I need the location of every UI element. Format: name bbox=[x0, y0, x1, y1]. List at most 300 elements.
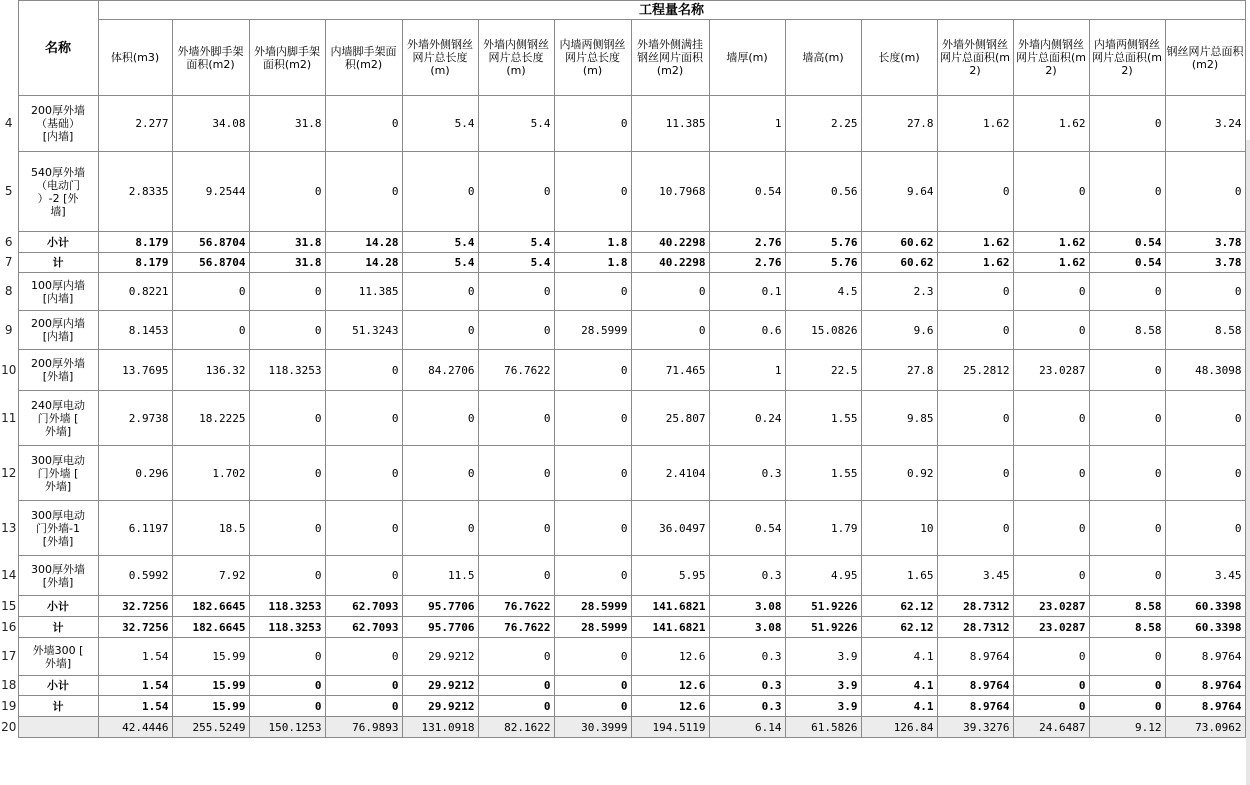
value-cell[interactable]: 0 bbox=[1089, 350, 1165, 391]
row-number[interactable]: 11 bbox=[0, 391, 18, 446]
column-header[interactable]: 墙厚(m) bbox=[709, 20, 785, 96]
value-cell[interactable]: 182.6645 bbox=[172, 596, 249, 617]
column-header[interactable]: 内墙两侧钢丝网片总面积(m2) bbox=[1089, 20, 1165, 96]
row-number[interactable]: 5 bbox=[0, 152, 18, 232]
value-cell[interactable]: 5.4 bbox=[402, 253, 478, 273]
value-cell[interactable]: 14.28 bbox=[325, 232, 402, 253]
value-cell[interactable]: 0 bbox=[478, 696, 554, 717]
value-cell[interactable]: 5.4 bbox=[478, 232, 554, 253]
value-cell[interactable]: 4.1 bbox=[861, 676, 937, 696]
row-name-cell[interactable]: 200厚外墙 [外墙] bbox=[18, 350, 98, 391]
value-cell[interactable]: 0 bbox=[478, 501, 554, 556]
value-cell[interactable]: 8.58 bbox=[1165, 311, 1245, 350]
value-cell[interactable]: 0 bbox=[325, 391, 402, 446]
value-cell[interactable]: 1.54 bbox=[98, 696, 172, 717]
value-cell[interactable]: 56.8704 bbox=[172, 232, 249, 253]
value-cell[interactable]: 28.5999 bbox=[554, 617, 631, 638]
value-cell[interactable]: 0 bbox=[478, 638, 554, 676]
value-cell[interactable]: 0 bbox=[554, 638, 631, 676]
value-cell[interactable]: 0 bbox=[249, 676, 325, 696]
value-cell[interactable]: 1.62 bbox=[1013, 96, 1089, 152]
value-cell[interactable]: 2.76 bbox=[709, 253, 785, 273]
row-number[interactable]: 4 bbox=[0, 96, 18, 152]
value-cell[interactable]: 0.5992 bbox=[98, 556, 172, 596]
value-cell[interactable]: 0 bbox=[1013, 501, 1089, 556]
value-cell[interactable]: 15.0826 bbox=[785, 311, 861, 350]
row-name-cell[interactable]: 200厚内墙 [内墙] bbox=[18, 311, 98, 350]
value-cell[interactable]: 0 bbox=[1089, 676, 1165, 696]
row-name-cell[interactable]: 300厚电动 门外墙 [ 外墙] bbox=[18, 446, 98, 501]
value-cell[interactable]: 12.6 bbox=[631, 676, 709, 696]
value-cell[interactable]: 5.4 bbox=[402, 96, 478, 152]
value-cell[interactable]: 1.65 bbox=[861, 556, 937, 596]
column-header[interactable]: 内墙两侧钢丝网片总长度(m) bbox=[554, 20, 631, 96]
table-row[interactable] bbox=[0, 152, 1245, 232]
value-cell[interactable]: 40.2298 bbox=[631, 253, 709, 273]
value-cell[interactable]: 27.8 bbox=[861, 350, 937, 391]
value-cell[interactable]: 1.702 bbox=[172, 446, 249, 501]
value-cell[interactable]: 10.7968 bbox=[631, 152, 709, 232]
value-cell[interactable]: 23.0287 bbox=[1013, 617, 1089, 638]
value-cell[interactable]: 0 bbox=[554, 501, 631, 556]
value-cell[interactable]: 0 bbox=[325, 638, 402, 676]
value-cell[interactable]: 0 bbox=[325, 676, 402, 696]
table-row[interactable] bbox=[0, 273, 1245, 311]
value-cell[interactable]: 23.0287 bbox=[1013, 596, 1089, 617]
table-row[interactable] bbox=[0, 96, 1245, 152]
value-cell[interactable]: 12.6 bbox=[631, 638, 709, 676]
value-cell[interactable]: 1.62 bbox=[937, 232, 1013, 253]
value-cell[interactable]: 15.99 bbox=[172, 638, 249, 676]
row-name-cell[interactable]: 300厚电动 门外墙-1 [外墙] bbox=[18, 501, 98, 556]
value-cell[interactable]: 0.6 bbox=[709, 311, 785, 350]
value-cell[interactable]: 2.76 bbox=[709, 232, 785, 253]
row-number[interactable]: 18 bbox=[0, 676, 18, 696]
value-cell[interactable]: 29.9212 bbox=[402, 638, 478, 676]
value-cell[interactable]: 8.9764 bbox=[937, 696, 1013, 717]
value-cell[interactable]: 0 bbox=[478, 676, 554, 696]
value-cell[interactable]: 0 bbox=[937, 273, 1013, 311]
value-cell[interactable]: 0 bbox=[1089, 501, 1165, 556]
value-cell[interactable]: 4.5 bbox=[785, 273, 861, 311]
value-cell[interactable]: 71.465 bbox=[631, 350, 709, 391]
value-cell[interactable]: 3.24 bbox=[1165, 96, 1245, 152]
value-cell[interactable]: 9.2544 bbox=[172, 152, 249, 232]
value-cell[interactable]: 3.78 bbox=[1165, 253, 1245, 273]
value-cell[interactable]: 0 bbox=[554, 446, 631, 501]
column-header[interactable]: 外墙内侧钢丝网片总面积(m2) bbox=[1013, 20, 1089, 96]
value-cell[interactable]: 0.54 bbox=[709, 501, 785, 556]
value-cell[interactable]: 8.9764 bbox=[1165, 676, 1245, 696]
row-name-cell[interactable]: 小计 bbox=[18, 232, 98, 253]
value-cell[interactable]: 61.5826 bbox=[785, 717, 861, 738]
column-header[interactable]: 外墙外侧满挂钢丝网片面积(m2) bbox=[631, 20, 709, 96]
value-cell[interactable]: 0 bbox=[1089, 273, 1165, 311]
value-cell[interactable]: 62.7093 bbox=[325, 617, 402, 638]
value-cell[interactable]: 8.9764 bbox=[1165, 638, 1245, 676]
table-row[interactable] bbox=[0, 638, 1245, 676]
row-number[interactable]: 13 bbox=[0, 501, 18, 556]
value-cell[interactable]: 0.3 bbox=[709, 638, 785, 676]
value-cell[interactable]: 118.3253 bbox=[249, 350, 325, 391]
value-cell[interactable]: 0 bbox=[1089, 152, 1165, 232]
value-cell[interactable]: 0 bbox=[1165, 446, 1245, 501]
value-cell[interactable]: 51.9226 bbox=[785, 617, 861, 638]
column-header[interactable]: 体积(m3) bbox=[98, 20, 172, 96]
value-cell[interactable]: 1.8 bbox=[554, 253, 631, 273]
value-cell[interactable]: 0 bbox=[1089, 696, 1165, 717]
value-cell[interactable]: 42.4446 bbox=[98, 717, 172, 738]
value-cell[interactable]: 95.7706 bbox=[402, 596, 478, 617]
value-cell[interactable]: 0 bbox=[1013, 676, 1089, 696]
total-row[interactable] bbox=[0, 617, 1245, 638]
total-row[interactable] bbox=[0, 696, 1245, 717]
value-cell[interactable]: 0 bbox=[937, 501, 1013, 556]
value-cell[interactable]: 1.54 bbox=[98, 676, 172, 696]
row-name-cell[interactable]: 小计 bbox=[18, 676, 98, 696]
value-cell[interactable]: 1.54 bbox=[98, 638, 172, 676]
row-number[interactable]: 16 bbox=[0, 617, 18, 638]
value-cell[interactable]: 6.14 bbox=[709, 717, 785, 738]
value-cell[interactable]: 76.7622 bbox=[478, 350, 554, 391]
value-cell[interactable]: 1.79 bbox=[785, 501, 861, 556]
value-cell[interactable]: 76.9893 bbox=[325, 717, 402, 738]
value-cell[interactable]: 11.385 bbox=[631, 96, 709, 152]
value-cell[interactable]: 141.6821 bbox=[631, 617, 709, 638]
column-header[interactable]: 外墙内侧钢丝网片总长度(m) bbox=[478, 20, 554, 96]
value-cell[interactable]: 5.76 bbox=[785, 232, 861, 253]
row-number[interactable]: 8 bbox=[0, 273, 18, 311]
value-cell[interactable]: 0 bbox=[249, 311, 325, 350]
row-name-cell[interactable] bbox=[18, 717, 98, 738]
value-cell[interactable]: 0 bbox=[249, 446, 325, 501]
value-cell[interactable]: 0 bbox=[325, 350, 402, 391]
value-cell[interactable]: 10 bbox=[861, 501, 937, 556]
value-cell[interactable]: 7.92 bbox=[172, 556, 249, 596]
row-number[interactable]: 19 bbox=[0, 696, 18, 717]
value-cell[interactable]: 0 bbox=[172, 311, 249, 350]
value-cell[interactable]: 0.24 bbox=[709, 391, 785, 446]
value-cell[interactable]: 0 bbox=[1089, 638, 1165, 676]
value-cell[interactable]: 0 bbox=[402, 446, 478, 501]
value-cell[interactable]: 0.54 bbox=[1089, 232, 1165, 253]
value-cell[interactable]: 0.54 bbox=[709, 152, 785, 232]
grand-total-row[interactable] bbox=[0, 717, 1245, 738]
value-cell[interactable]: 8.9764 bbox=[937, 638, 1013, 676]
table-row[interactable] bbox=[0, 446, 1245, 501]
value-cell[interactable]: 24.6487 bbox=[1013, 717, 1089, 738]
value-cell[interactable]: 136.32 bbox=[172, 350, 249, 391]
value-cell[interactable]: 31.8 bbox=[249, 96, 325, 152]
value-cell[interactable]: 0 bbox=[402, 273, 478, 311]
value-cell[interactable]: 8.9764 bbox=[937, 676, 1013, 696]
value-cell[interactable]: 0 bbox=[1013, 446, 1089, 501]
value-cell[interactable]: 1 bbox=[709, 96, 785, 152]
value-cell[interactable]: 8.9764 bbox=[1165, 696, 1245, 717]
value-cell[interactable]: 0 bbox=[325, 446, 402, 501]
value-cell[interactable]: 0 bbox=[554, 273, 631, 311]
value-cell[interactable]: 15.99 bbox=[172, 696, 249, 717]
value-cell[interactable]: 0 bbox=[249, 391, 325, 446]
value-cell[interactable]: 76.7622 bbox=[478, 617, 554, 638]
value-cell[interactable]: 0 bbox=[1165, 391, 1245, 446]
value-cell[interactable]: 39.3276 bbox=[937, 717, 1013, 738]
value-cell[interactable]: 28.7312 bbox=[937, 596, 1013, 617]
value-cell[interactable]: 0 bbox=[325, 556, 402, 596]
value-cell[interactable]: 141.6821 bbox=[631, 596, 709, 617]
value-cell[interactable]: 5.76 bbox=[785, 253, 861, 273]
value-cell[interactable]: 1.55 bbox=[785, 391, 861, 446]
value-cell[interactable]: 0 bbox=[554, 696, 631, 717]
value-cell[interactable]: 0 bbox=[1013, 638, 1089, 676]
value-cell[interactable]: 84.2706 bbox=[402, 350, 478, 391]
value-cell[interactable]: 0 bbox=[325, 96, 402, 152]
row-name-cell[interactable]: 外墙300 [ 外墙] bbox=[18, 638, 98, 676]
column-header[interactable]: 外墙外侧钢丝网片总面积(m2) bbox=[937, 20, 1013, 96]
value-cell[interactable]: 0 bbox=[249, 152, 325, 232]
value-cell[interactable]: 0 bbox=[402, 501, 478, 556]
value-cell[interactable]: 118.3253 bbox=[249, 617, 325, 638]
value-cell[interactable]: 0 bbox=[478, 446, 554, 501]
value-cell[interactable]: 0 bbox=[402, 391, 478, 446]
row-name-cell[interactable]: 计 bbox=[18, 617, 98, 638]
value-cell[interactable]: 60.62 bbox=[861, 232, 937, 253]
value-cell[interactable]: 51.3243 bbox=[325, 311, 402, 350]
row-number[interactable]: 7 bbox=[0, 253, 18, 273]
value-cell[interactable]: 30.3999 bbox=[554, 717, 631, 738]
value-cell[interactable]: 56.8704 bbox=[172, 253, 249, 273]
table-row[interactable] bbox=[0, 501, 1245, 556]
value-cell[interactable]: 0 bbox=[937, 446, 1013, 501]
value-cell[interactable]: 3.45 bbox=[937, 556, 1013, 596]
value-cell[interactable]: 29.9212 bbox=[402, 696, 478, 717]
value-cell[interactable]: 2.4104 bbox=[631, 446, 709, 501]
value-cell[interactable]: 0 bbox=[325, 696, 402, 717]
value-cell[interactable]: 118.3253 bbox=[249, 596, 325, 617]
table-row[interactable] bbox=[0, 311, 1245, 350]
value-cell[interactable]: 0 bbox=[249, 556, 325, 596]
value-cell[interactable]: 0.92 bbox=[861, 446, 937, 501]
row-number[interactable]: 10 bbox=[0, 350, 18, 391]
value-cell[interactable]: 1.8 bbox=[554, 232, 631, 253]
value-cell[interactable]: 36.0497 bbox=[631, 501, 709, 556]
value-cell[interactable]: 5.95 bbox=[631, 556, 709, 596]
row-number[interactable]: 6 bbox=[0, 232, 18, 253]
value-cell[interactable]: 0 bbox=[554, 152, 631, 232]
value-cell[interactable]: 73.0962 bbox=[1165, 717, 1245, 738]
value-cell[interactable]: 8.58 bbox=[1089, 596, 1165, 617]
value-cell[interactable]: 0 bbox=[554, 96, 631, 152]
value-cell[interactable]: 31.8 bbox=[249, 253, 325, 273]
value-cell[interactable]: 3.9 bbox=[785, 696, 861, 717]
value-cell[interactable]: 0 bbox=[1089, 556, 1165, 596]
value-cell[interactable]: 3.08 bbox=[709, 617, 785, 638]
value-cell[interactable]: 29.9212 bbox=[402, 676, 478, 696]
value-cell[interactable]: 62.7093 bbox=[325, 596, 402, 617]
column-header[interactable]: 外墙内脚手架面积(m2) bbox=[249, 20, 325, 96]
value-cell[interactable]: 0 bbox=[1013, 273, 1089, 311]
value-cell[interactable]: 8.179 bbox=[98, 253, 172, 273]
row-name-cell[interactable]: 计 bbox=[18, 253, 98, 273]
value-cell[interactable]: 0.56 bbox=[785, 152, 861, 232]
value-cell[interactable]: 194.5119 bbox=[631, 717, 709, 738]
value-cell[interactable]: 0.3 bbox=[709, 556, 785, 596]
value-cell[interactable]: 32.7256 bbox=[98, 617, 172, 638]
value-cell[interactable]: 1.62 bbox=[1013, 232, 1089, 253]
subtotal-row[interactable] bbox=[0, 676, 1245, 696]
value-cell[interactable]: 5.4 bbox=[478, 253, 554, 273]
vertical-scrollbar[interactable] bbox=[1246, 140, 1250, 785]
value-cell[interactable]: 182.6645 bbox=[172, 617, 249, 638]
value-cell[interactable]: 0.8221 bbox=[98, 273, 172, 311]
value-cell[interactable]: 0 bbox=[631, 273, 709, 311]
value-cell[interactable]: 0 bbox=[1165, 152, 1245, 232]
value-cell[interactable]: 0 bbox=[249, 638, 325, 676]
value-cell[interactable]: 0 bbox=[1013, 391, 1089, 446]
value-cell[interactable]: 0 bbox=[937, 311, 1013, 350]
value-cell[interactable]: 23.0287 bbox=[1013, 350, 1089, 391]
value-cell[interactable]: 2.9738 bbox=[98, 391, 172, 446]
value-cell[interactable]: 1.62 bbox=[937, 253, 1013, 273]
row-name-cell[interactable]: 100厚内墙 [内墙] bbox=[18, 273, 98, 311]
value-cell[interactable]: 28.5999 bbox=[554, 311, 631, 350]
table-row[interactable] bbox=[0, 391, 1245, 446]
row-name-cell[interactable]: 小计 bbox=[18, 596, 98, 617]
value-cell[interactable]: 0 bbox=[402, 152, 478, 232]
value-cell[interactable]: 0.3 bbox=[709, 696, 785, 717]
column-header[interactable]: 外墙外脚手架面积(m2) bbox=[172, 20, 249, 96]
value-cell[interactable]: 76.7622 bbox=[478, 596, 554, 617]
value-cell[interactable]: 0 bbox=[478, 556, 554, 596]
value-cell[interactable]: 95.7706 bbox=[402, 617, 478, 638]
value-cell[interactable]: 0 bbox=[554, 676, 631, 696]
row-name-cell[interactable]: 200厚外墙 （基础） [内墙] bbox=[18, 96, 98, 152]
row-number[interactable]: 17 bbox=[0, 638, 18, 676]
value-cell[interactable]: 28.5999 bbox=[554, 596, 631, 617]
value-cell[interactable]: 9.12 bbox=[1089, 717, 1165, 738]
value-cell[interactable]: 0 bbox=[1089, 391, 1165, 446]
value-cell[interactable]: 0 bbox=[631, 311, 709, 350]
value-cell[interactable]: 4.1 bbox=[861, 696, 937, 717]
value-cell[interactable]: 0 bbox=[402, 311, 478, 350]
value-cell[interactable]: 8.58 bbox=[1089, 617, 1165, 638]
value-cell[interactable]: 0 bbox=[478, 311, 554, 350]
subtotal-row[interactable] bbox=[0, 596, 1245, 617]
value-cell[interactable]: 15.99 bbox=[172, 676, 249, 696]
value-cell[interactable]: 62.12 bbox=[861, 596, 937, 617]
value-cell[interactable]: 0 bbox=[1013, 556, 1089, 596]
row-name-cell[interactable]: 计 bbox=[18, 696, 98, 717]
table-row[interactable] bbox=[0, 350, 1245, 391]
row-number[interactable]: 9 bbox=[0, 311, 18, 350]
value-cell[interactable]: 3.45 bbox=[1165, 556, 1245, 596]
value-cell[interactable]: 255.5249 bbox=[172, 717, 249, 738]
value-cell[interactable]: 1.62 bbox=[1013, 253, 1089, 273]
value-cell[interactable]: 0.296 bbox=[98, 446, 172, 501]
value-cell[interactable]: 0 bbox=[325, 501, 402, 556]
row-number[interactable]: 12 bbox=[0, 446, 18, 501]
row-name-cell[interactable]: 240厚电动 门外墙 [ 外墙] bbox=[18, 391, 98, 446]
value-cell[interactable]: 9.85 bbox=[861, 391, 937, 446]
value-cell[interactable]: 0 bbox=[1089, 96, 1165, 152]
value-cell[interactable]: 0 bbox=[554, 391, 631, 446]
column-header[interactable]: 外墙外侧钢丝网片总长度(m) bbox=[402, 20, 478, 96]
value-cell[interactable]: 0 bbox=[172, 273, 249, 311]
value-cell[interactable]: 0.1 bbox=[709, 273, 785, 311]
value-cell[interactable]: 51.9226 bbox=[785, 596, 861, 617]
value-cell[interactable]: 28.7312 bbox=[937, 617, 1013, 638]
row-number[interactable]: 15 bbox=[0, 596, 18, 617]
value-cell[interactable]: 2.8335 bbox=[98, 152, 172, 232]
value-cell[interactable]: 13.7695 bbox=[98, 350, 172, 391]
value-cell[interactable]: 8.179 bbox=[98, 232, 172, 253]
column-header[interactable]: 钢丝网片总面积(m2) bbox=[1165, 20, 1245, 96]
value-cell[interactable]: 150.1253 bbox=[249, 717, 325, 738]
value-cell[interactable]: 0 bbox=[478, 391, 554, 446]
value-cell[interactable]: 0.54 bbox=[1089, 253, 1165, 273]
value-cell[interactable]: 0 bbox=[1013, 152, 1089, 232]
total-row[interactable] bbox=[0, 253, 1245, 273]
value-cell[interactable]: 0 bbox=[554, 556, 631, 596]
value-cell[interactable]: 0.3 bbox=[709, 446, 785, 501]
value-cell[interactable]: 2.3 bbox=[861, 273, 937, 311]
value-cell[interactable]: 2.277 bbox=[98, 96, 172, 152]
value-cell[interactable]: 14.28 bbox=[325, 253, 402, 273]
value-cell[interactable]: 62.12 bbox=[861, 617, 937, 638]
value-cell[interactable]: 48.3098 bbox=[1165, 350, 1245, 391]
value-cell[interactable]: 12.6 bbox=[631, 696, 709, 717]
value-cell[interactable]: 0 bbox=[1165, 501, 1245, 556]
value-cell[interactable]: 5.4 bbox=[402, 232, 478, 253]
value-cell[interactable]: 0 bbox=[478, 152, 554, 232]
value-cell[interactable]: 60.3398 bbox=[1165, 596, 1245, 617]
value-cell[interactable]: 3.9 bbox=[785, 676, 861, 696]
value-cell[interactable]: 9.64 bbox=[861, 152, 937, 232]
value-cell[interactable]: 4.95 bbox=[785, 556, 861, 596]
value-cell[interactable]: 0 bbox=[554, 350, 631, 391]
value-cell[interactable]: 5.4 bbox=[478, 96, 554, 152]
value-cell[interactable]: 11.5 bbox=[402, 556, 478, 596]
value-cell[interactable]: 11.385 bbox=[325, 273, 402, 311]
value-cell[interactable]: 1.55 bbox=[785, 446, 861, 501]
value-cell[interactable]: 18.2225 bbox=[172, 391, 249, 446]
column-header[interactable]: 墙高(m) bbox=[785, 20, 861, 96]
value-cell[interactable]: 0 bbox=[937, 391, 1013, 446]
row-name-cell[interactable]: 540厚外墙 （电动门 ）-2 [外 墙] bbox=[18, 152, 98, 232]
row-number[interactable]: 20 bbox=[0, 717, 18, 738]
value-cell[interactable]: 0 bbox=[1013, 696, 1089, 717]
value-cell[interactable]: 25.807 bbox=[631, 391, 709, 446]
subtotal-row[interactable] bbox=[0, 232, 1245, 253]
value-cell[interactable]: 6.1197 bbox=[98, 501, 172, 556]
value-cell[interactable]: 1.62 bbox=[937, 96, 1013, 152]
value-cell[interactable]: 18.5 bbox=[172, 501, 249, 556]
value-cell[interactable]: 1 bbox=[709, 350, 785, 391]
value-cell[interactable]: 3.9 bbox=[785, 638, 861, 676]
value-cell[interactable]: 31.8 bbox=[249, 232, 325, 253]
value-cell[interactable]: 40.2298 bbox=[631, 232, 709, 253]
value-cell[interactable]: 60.62 bbox=[861, 253, 937, 273]
row-name-cell[interactable]: 300厚外墙 [外墙] bbox=[18, 556, 98, 596]
value-cell[interactable]: 2.25 bbox=[785, 96, 861, 152]
column-header[interactable]: 长度(m) bbox=[861, 20, 937, 96]
value-cell[interactable]: 0 bbox=[1089, 446, 1165, 501]
column-header[interactable]: 内墙脚手架面积(m2) bbox=[325, 20, 402, 96]
value-cell[interactable]: 0 bbox=[1165, 273, 1245, 311]
value-cell[interactable]: 9.6 bbox=[861, 311, 937, 350]
value-cell[interactable]: 126.84 bbox=[861, 717, 937, 738]
table-row[interactable] bbox=[0, 556, 1245, 596]
